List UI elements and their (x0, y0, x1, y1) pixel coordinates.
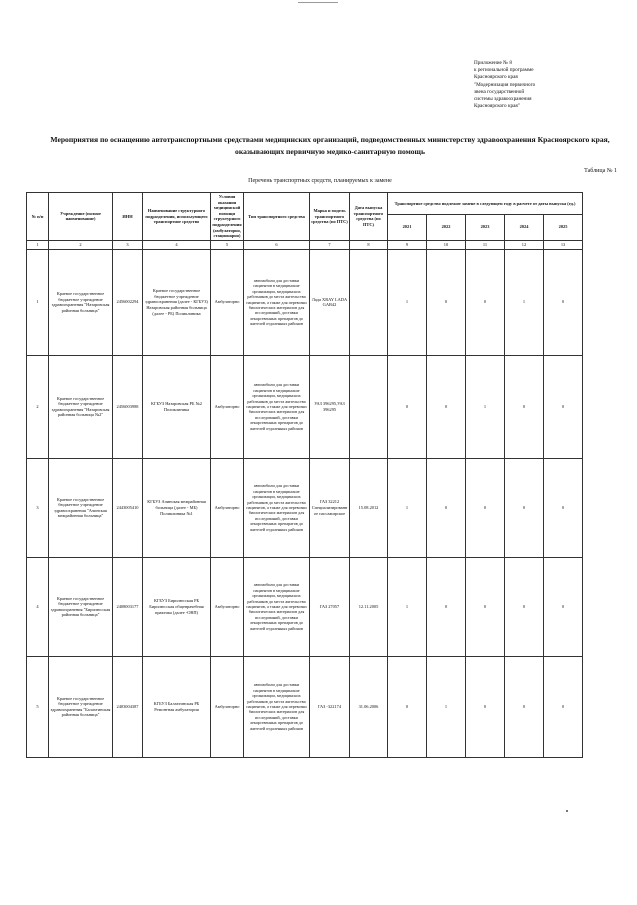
appendix-line: Красноярского края" (474, 103, 520, 110)
cell-2023: 1 (466, 355, 505, 458)
cell-type: автомобили для доставки пациентов в медицинские организации, медицинских работников до места жительства пациентов, а также для перевозки биологических материалов для исследований, доставки лекарственных препаратов до жителей отдаленных районов (244, 557, 310, 656)
cell-num: 2 (27, 355, 49, 458)
cell-type: автомобили для доставки пациентов в медицинские организации, медицинских работников до места жительства пациентов, а также для перевозки биологических материалов для исследований, доставки лекарственных препаратов до жителей отдаленных районов (244, 355, 310, 458)
cell-conditions: Амбулаторно (211, 458, 244, 557)
cell-2022: 1 (427, 656, 466, 757)
cell-2023: 0 (466, 557, 505, 656)
column-number: 4 (143, 240, 211, 249)
cell-unit: КГБУЗ Назаровская РБ №2 Поликлиника (143, 355, 211, 458)
header-num: № п/п (27, 193, 49, 241)
header-institution: Учреждение (полное наименование) (49, 193, 113, 241)
cell-2025: 0 (544, 355, 583, 458)
header-year-2022: 2022 (427, 214, 466, 240)
cell-2022: 0 (427, 355, 466, 458)
cell-brand: ГАЗ -322174 (310, 656, 350, 757)
cell-institution: Краевое государственное бюджетное учреждение здравоохранения "Ачинская межрайонная больница" (49, 458, 113, 557)
cell-unit: КГБУЗ Балахтинская РБ Ремонтная амбулатория (143, 656, 211, 757)
header-type: Тип транспортного средства (244, 193, 310, 241)
cell-2023: 0 (466, 458, 505, 557)
column-number: 9 (388, 240, 427, 249)
cell-2025: 0 (544, 249, 583, 355)
cell-2024: 1 (505, 249, 544, 355)
cell-2025: 0 (544, 557, 583, 656)
cell-date (350, 355, 388, 458)
column-number: 10 (427, 240, 466, 249)
cell-2025: 0 (544, 656, 583, 757)
cell-2022: 0 (427, 458, 466, 557)
column-number: 7 (310, 240, 350, 249)
document-title: Мероприятия по оснащению автотранспортными средствами медицинских организаций, подведомственных министерству здравоохранения Красноярского края, оказывающих первичную медико-санитарную помощь (50, 135, 610, 156)
column-number: 6 (244, 240, 310, 249)
cell-type: автомобили для доставки пациентов в медицинские организации, медицинских работников до места жительства пациентов, а также для перевозки биологических материалов для исследований, доставки лекарственных препаратов до жителей отдаленных районов (244, 458, 310, 557)
table-row (27, 557, 583, 656)
cell-date: 12.11.2005 (350, 557, 388, 656)
cell-inn: 2456003988 (113, 355, 143, 458)
cell-unit: Краевое государственное бюджетное учреждение здравоохранения (далее - КГБУЗ) Назаровская районная больница (далее - РБ) Поликлиника (143, 249, 211, 355)
cell-date: 15.08.2012 (350, 458, 388, 557)
appendix-line: Красноярского края (474, 74, 518, 81)
cell-institution: Краевое государственное бюджетное учреждение здравоохранения "Назаровская районная больница" (49, 249, 113, 355)
scan-speck (566, 810, 568, 812)
cell-2022: 0 (427, 557, 466, 656)
cell-2024: 0 (505, 656, 544, 757)
cell-type: автомобили для доставки пациентов в медицинские организации, медицинских работников до места жительства пациентов, а также для перевозки биологических материалов для исследований, доставки лекарственных препаратов до жителей отдаленных районов (244, 249, 310, 355)
cell-brand: ГАЗ 27057 (310, 557, 350, 656)
header-release-date: Дата выпуска транспортного средства (по ПТС) (350, 193, 388, 241)
cell-inn: 2443005410 (113, 458, 143, 557)
vehicles-table (26, 192, 583, 758)
appendix-line: системы здравоохранения (474, 96, 532, 103)
cell-institution: Краевое государственное бюджетное учреждение здравоохранения "Балахтинская районная больница" (49, 656, 113, 757)
cell-conditions: Амбулаторно (211, 355, 244, 458)
cell-2021: 1 (388, 557, 427, 656)
column-number: 8 (350, 240, 388, 249)
cell-num: 3 (27, 458, 49, 557)
column-number: 1 (27, 240, 49, 249)
appendix-note (474, 60, 614, 110)
cell-2025: 0 (544, 458, 583, 557)
header-year-2023: 2023 (466, 214, 505, 240)
table-row (27, 355, 583, 458)
cell-2023: 0 (466, 656, 505, 757)
cell-2024: 0 (505, 458, 544, 557)
top-edge-mark (298, 2, 338, 3)
header-year-2024: 2024 (505, 214, 544, 240)
cell-2021: 0 (388, 656, 427, 757)
cell-brand: Лада XRAY LADA GAB42 (310, 249, 350, 355)
cell-2021: 1 (388, 458, 427, 557)
cell-unit: КГБУЗ Ачинская межрайонная больница (далее - МБ) Поликлиника №1 (143, 458, 211, 557)
header-year-2021: 2021 (388, 214, 427, 240)
cell-brand: ГАЗ 32212 Специализированное пассажирское (310, 458, 350, 557)
cell-conditions: Амбулаторно (211, 656, 244, 757)
cell-2023: 0 (466, 249, 505, 355)
header-unit: Наименование структурного подразделения, использующего транспортное средство (143, 193, 211, 241)
table-row (27, 249, 583, 355)
cell-brand: УАЗ 396295,УАЗ 396295 (310, 355, 350, 458)
cell-num: 5 (27, 656, 49, 757)
cell-unit: КГБУЗ Бирилюсская РБ Бирилюсская общеврачебная практика (далее -ОВП) (143, 557, 211, 656)
header-brand: Марка и модель транспортного средства (по ПТС) (310, 193, 350, 241)
cell-inn: 2403004387 (113, 656, 143, 757)
header-years-group: Транспортное средство подлежит замене в следующем году в расчете от даты выпуска (ед.) (388, 193, 583, 215)
header-year-2025: 2025 (544, 214, 583, 240)
cell-2022: 0 (427, 249, 466, 355)
column-number: 3 (113, 240, 143, 249)
cell-2024: 0 (505, 355, 544, 458)
cell-inn: 2456002294 (113, 249, 143, 355)
table-subtitle: Перечень транспортных средств, планируемых к замене (248, 178, 392, 184)
column-number: 13 (544, 240, 583, 249)
cell-2021: 1 (388, 249, 427, 355)
cell-institution: Краевое государственное бюджетное учреждение здравоохранения "Бирилюсская районная больница" (49, 557, 113, 656)
appendix-line: "Модернизация первичного (474, 81, 536, 88)
appendix-line: Приложение № 8 (474, 60, 512, 66)
header-inn: ИНН (113, 193, 143, 241)
cell-num: 1 (27, 249, 49, 355)
appendix-line: к региональной программе (474, 67, 534, 74)
cell-date: 31.06.2006 (350, 656, 388, 757)
cell-date (350, 249, 388, 355)
cell-conditions: Амбулаторно (211, 557, 244, 656)
column-number: 12 (505, 240, 544, 249)
column-number: 5 (211, 240, 244, 249)
table-row (27, 458, 583, 557)
cell-inn: 2408003177 (113, 557, 143, 656)
table-row (27, 656, 583, 757)
cell-num: 4 (27, 557, 49, 656)
column-number: 2 (49, 240, 113, 249)
cell-type: автомобили для доставки пациентов в медицинские организации, медицинских работников до места жительства пациентов, а также для перевозки биологических материалов для исследований, доставки лекарственных препаратов до жителей отдаленных районов (244, 656, 310, 757)
cell-conditions: Амбулаторно (211, 249, 244, 355)
cell-2024: 0 (505, 557, 544, 656)
cell-institution: Краевое государственное бюджетное учреждение здравоохранения "Назаровская районная больница №2" (49, 355, 113, 458)
table-label: Таблица № 1 (584, 168, 617, 174)
column-number: 11 (466, 240, 505, 249)
appendix-line: звена государственной (474, 88, 525, 95)
cell-2021: 0 (388, 355, 427, 458)
header-conditions: Условия оказания медицинской помощи структурного подразделения (амбулаторно, стационарно) (211, 193, 244, 241)
